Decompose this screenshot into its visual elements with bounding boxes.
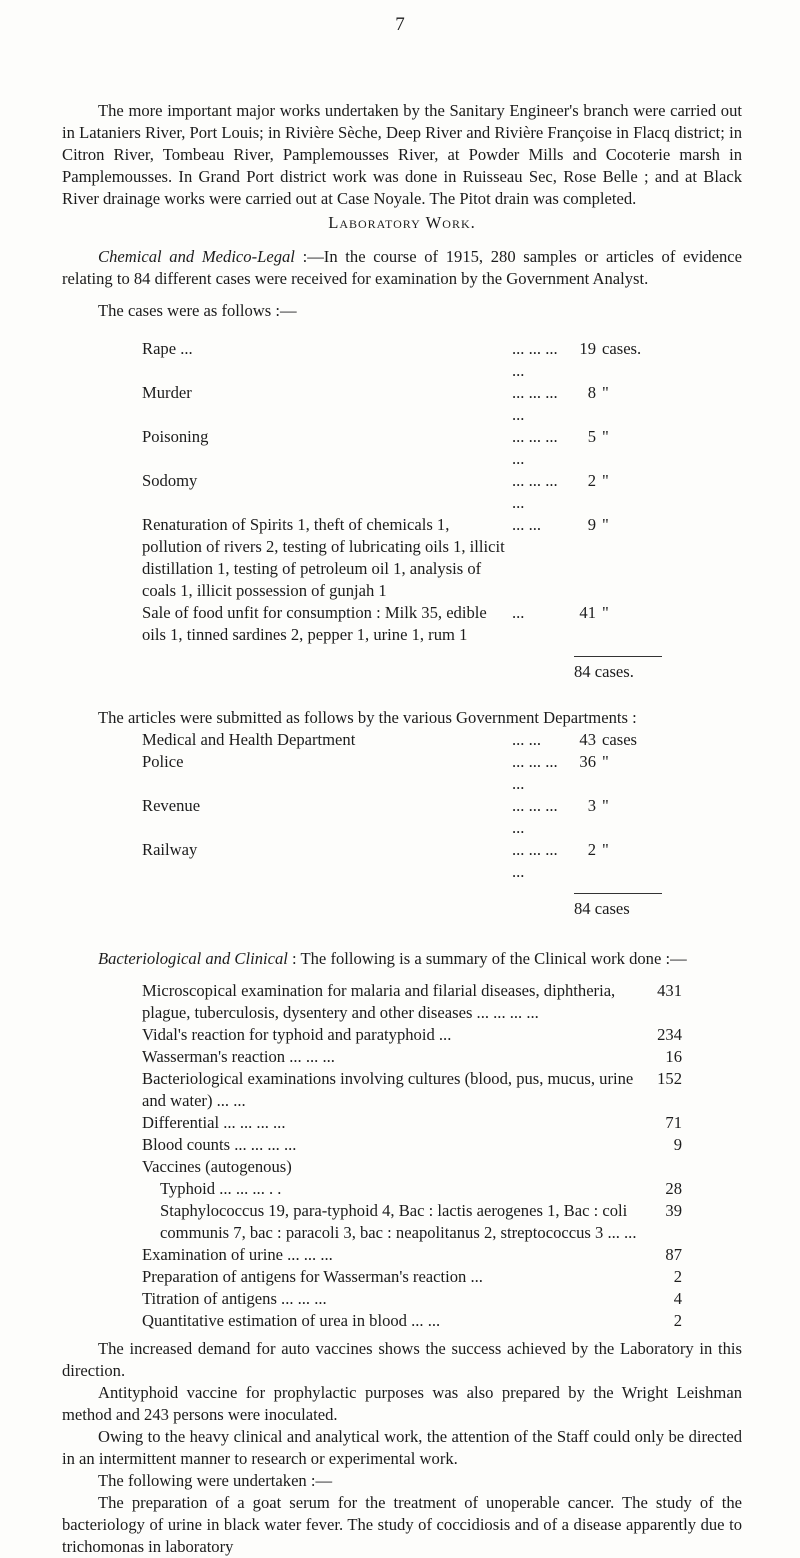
case-row-dots: ... ... [512, 515, 542, 534]
clinical-row [142, 1200, 682, 1244]
case-row [142, 602, 662, 646]
clinical-row-value: 39 [665, 1201, 682, 1220]
case-row-dots: ... ... ... ... [512, 427, 558, 468]
clinical-row-label: Staphylococcus 19, para-typhoid 4, Bac : lactis aerogenes 1, Bac : coli communis 7, bac : paracoli 3, bac : neapolitanus 2, streptococcus 3 ... ... [160, 1201, 637, 1242]
department-row-unit: " [602, 796, 609, 815]
clinical-row-label: Preparation of antigens for Wasserman's reaction ... [142, 1267, 483, 1286]
articles-intro: The articles were submitted as follows by the various Government Departments : [98, 708, 637, 727]
clinical-row-value: 9 [673, 1135, 682, 1154]
department-row-label: Medical and Health Department [142, 730, 356, 749]
clinical-row [142, 1244, 682, 1266]
clinical-row-label: Differential ... ... ... ... [142, 1113, 286, 1132]
case-row-label: Murder [142, 383, 192, 402]
clinical-row [142, 1310, 682, 1332]
clinical-row-value: 234 [657, 1025, 682, 1044]
cases-list [142, 338, 662, 646]
case-row-unit: cases. [602, 339, 642, 358]
clinical-row-value: 2 [673, 1311, 682, 1330]
clinical-row-label: Wasserman's reaction ... ... ... [142, 1047, 335, 1066]
case-row [142, 382, 662, 426]
clinical-row [142, 1046, 682, 1068]
department-row-dots: ... ... [512, 730, 542, 749]
clinical-row [142, 1068, 682, 1112]
clinical-row [142, 1156, 682, 1178]
case-row-unit: " [602, 383, 609, 402]
department-row-label: Railway [142, 840, 198, 859]
chemical-text: :—In the course of 1915, 280 samples or articles of evidence relating to 84 different cases were received for examination by the Government Analyst. [62, 247, 742, 288]
subheading-bacteriological-clinical: Bacteriological and Clinical [98, 949, 288, 968]
department-row-dots: ... ... ... ... [512, 840, 558, 881]
clinical-row [142, 1266, 682, 1288]
clinical-row-value: 87 [665, 1245, 682, 1264]
department-row [142, 751, 662, 795]
section-heading-laboratory-work: Laboratory Work. [328, 213, 476, 232]
paragraph-chemical-medico-legal [62, 246, 742, 290]
case-row-value: 19 [579, 339, 596, 358]
department-row-label: Revenue [142, 796, 201, 815]
case-row [142, 338, 662, 382]
department-row [142, 729, 662, 751]
departments-total: 84 cases [574, 893, 662, 920]
department-row-unit: " [602, 840, 609, 859]
case-row-label: Renaturation of Spirits 1, theft of chemicals 1, pollution of rivers 2, testing of lubricating oils 1, illicit distillation 1, testing of petroleum oil 1, analysis of coals 1, illicit possession of gunjah 1 [142, 515, 505, 600]
bacteriological-text: : The following is a summary of the Clinical work done :— [287, 949, 687, 968]
department-row-dots: ... ... ... ... [512, 796, 558, 837]
departments-list [142, 729, 662, 883]
cases-total: 84 cases. [574, 656, 662, 683]
clinical-row-label: Vaccines (autogenous) [142, 1157, 292, 1176]
cases-intro: The cases were as follows :— [98, 301, 297, 320]
clinical-row-label: Titration of antigens ... ... ... [142, 1289, 327, 1308]
case-row-value: 41 [579, 603, 596, 622]
case-row [142, 470, 662, 514]
case-row-dots: ... ... ... ... [512, 471, 558, 512]
case-row-label: Sale of food unfit for consumption : Milk 35, edible oils 1, tinned sardines 2, pepper 1, urine 1, rum 1 [142, 603, 487, 644]
case-row-label: Rape ... [142, 339, 193, 358]
clinical-row [142, 1024, 682, 1046]
clinical-row-value: 152 [657, 1069, 682, 1088]
department-row [142, 795, 662, 839]
case-row-dots: ... [512, 603, 525, 622]
case-row-dots: ... ... ... ... [512, 383, 558, 424]
clinical-row [142, 1134, 682, 1156]
clinical-row-value: 4 [673, 1289, 682, 1308]
case-row-dots: ... ... ... ... [512, 339, 558, 380]
clinical-row-label: Typhoid ... ... ... . . [160, 1179, 282, 1198]
department-row-dots: ... ... ... ... [512, 752, 558, 793]
department-row-value: 36 [579, 752, 596, 771]
case-row-unit: " [602, 471, 609, 490]
clinical-row [142, 1178, 682, 1200]
clinical-row-value: 28 [665, 1179, 682, 1198]
clinical-row [142, 980, 682, 1024]
clinical-row [142, 1288, 682, 1310]
case-row-label: Poisoning [142, 427, 209, 446]
subheading-chemical-medico-legal: Chemical and Medico-Legal [98, 247, 295, 266]
departments-total-row [142, 893, 662, 920]
paragraph-owing: Owing to the heavy clinical and analytical work, the attention of the Staff could only be directed in an intermittent manner to research or experimental work. [62, 1427, 742, 1468]
case-row-value: 2 [587, 471, 596, 490]
case-row-value: 5 [587, 427, 596, 446]
clinical-list [142, 980, 682, 1332]
paragraph-antityphoid: Antityphoid vaccine for prophylactic purposes was also prepared by the Wright Leishman method and 243 persons were inoculated. [62, 1383, 742, 1424]
paragraph-following: The following were undertaken :— [98, 1471, 333, 1490]
clinical-row-value: 71 [665, 1113, 682, 1132]
page-number: 7 [395, 14, 405, 35]
case-row-unit: " [602, 603, 609, 622]
case-row-value: 9 [587, 515, 596, 534]
case-row [142, 426, 662, 470]
clinical-row-value: 2 [673, 1267, 682, 1286]
department-row-value: 2 [587, 840, 596, 859]
clinical-row-label: Vidal's reaction for typhoid and paratyphoid ... [142, 1025, 452, 1044]
paragraph-sanitary-works: The more important major works undertaken by the Sanitary Engineer's branch were carried out in Lataniers River, Port Louis; in Rivière Sèche, Deep River and Rivière Françoise in Flacq district; in Citron River, Tombeau River, Pamplemousses River, at Powder Mills and Cocoterie marsh in Pamplemousses. In Grand Port district work was done in Ruisseau Sec, Rose Belle ; and at Black River drainage works were carried out at Case Noyale. The Pitot drain was completed. [62, 101, 742, 208]
paragraph-vaccines: The increased demand for auto vaccines shows the success achieved by the Laboratory in this direction. [62, 1339, 742, 1380]
clinical-row-label: Microscopical examination for malaria and filarial diseases, diphtheria, plague, tuberculosis, dysentery and other diseases ... ... ... ... [142, 981, 616, 1022]
department-row-label: Police [142, 752, 184, 771]
case-row-unit: " [602, 515, 609, 534]
department-row-unit: cases [602, 730, 638, 749]
clinical-row-value: 16 [665, 1047, 682, 1066]
clinical-row-label: Examination of urine ... ... ... [142, 1245, 333, 1264]
case-row [142, 514, 662, 602]
clinical-row-label: Quantitative estimation of urea in blood ... ... [142, 1311, 441, 1330]
paragraph-research: The preparation of a goat serum for the treatment of unoperable cancer. The study of the bacteriology of urine in black water fever. The study of coccidiosis and of a disease apparently due to trichomonas in laboratory [62, 1493, 742, 1556]
department-row-unit: " [602, 752, 609, 771]
case-row-label: Sodomy [142, 471, 198, 490]
page-content [62, 100, 742, 1558]
department-row-value: 3 [587, 796, 596, 815]
paragraph-bacteriological [62, 948, 742, 970]
clinical-row [142, 1112, 682, 1134]
case-row-unit: " [602, 427, 609, 446]
case-row-value: 8 [587, 383, 596, 402]
department-row [142, 839, 662, 883]
clinical-row-label: Blood counts ... ... ... ... [142, 1135, 297, 1154]
clinical-row-value: 431 [657, 981, 682, 1000]
cases-total-row [142, 656, 662, 683]
clinical-row-label: Bacteriological examinations involving cultures (blood, pus, mucus, urine and water) ... ... [142, 1069, 634, 1110]
department-row-value: 43 [579, 730, 596, 749]
